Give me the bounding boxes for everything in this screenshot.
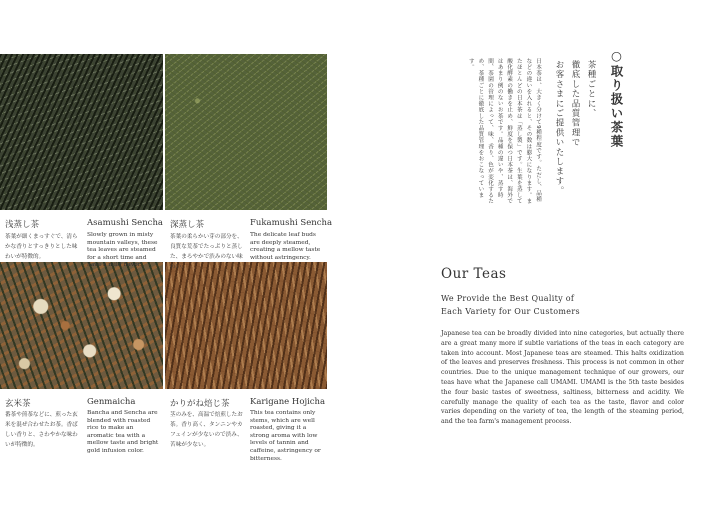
tea-jp-description: 茎のみを、高温で焙煎したお茶。香り高く、タンニンやカフェインが少ないので渋み、苦味が少ない。 [170, 412, 243, 448]
jp-lead-line-2: 徹底した品質管理で [570, 60, 580, 148]
fukamushi-sencha-photo [165, 54, 327, 210]
tea-en-name: Karigane Hojicha [250, 397, 326, 407]
jp-lead-line-1: 茶種ごとに、 [586, 60, 596, 119]
tea-en-description: This tea contains only stems, which are well roasted, giving it a strong aroma with low levels of tannin and caffeine, astringency or bitterness. [250, 410, 321, 462]
tea-jp-description: 茶葉の柔らかい芽の部分を、良質な荒茶でたっぷりと蒸した、まろやかで渋みのない味わい。 [170, 234, 243, 270]
tea-en-name: Fukamushi Sencha [250, 218, 333, 228]
section-heading: Our Teas [441, 266, 507, 282]
section-body: Japanese tea can be broadly divided into nine categories, but actually there are a great many more if subtle variations of the teas in each category are taken into account. Most Japanese teas are steamed. This halts oxidization of the leaves and preserves freshness. This process is not common in other countries. Due to the unique management technique of our growers, our teas have what the Japanese call UMAMI. UMAMI is the 5th taste besides the four basic tastes of sweetness, saltiness, bitterness and acidity. We carefully manage the quality of each tea as the taste, flavor and color varies depending on the variety of tea, the length of the steaming period, and the tea farm's management process. [441, 330, 684, 426]
asamushi-sencha-photo [0, 54, 163, 210]
tea-jp-name: 浅蒸し茶 [5, 220, 40, 230]
subtitle-line-2: Each Variety for Our Customers [441, 307, 580, 316]
tea-en-name: Asamushi Sencha [87, 218, 163, 228]
tea-jp-description: 番茶や煎茶などに、煎った玄米を混ぜ合わせたお茶。香ばしい香りと、さわやかな味わいが特徴的。 [5, 412, 78, 448]
section-subtitle [441, 292, 580, 318]
genmaicha-photo [0, 262, 163, 389]
tea-jp-name: かりがね焙じ茶 [170, 399, 230, 409]
tea-en-description: Slowly grown in misty mountain valleys, these tea leaves are steamed for a short time and have a mild flavor. [87, 232, 158, 269]
tea-en-name: Genmaicha [87, 397, 136, 407]
jp-section-body: 日本茶は、大きく分けて9種程度です。ただし、品種などの違いを入れると、その数は膨大になります。またほとんどの日本茶は「蒸し製」です。生葉を蒸して酸化酵素の働きを止め、鮮度を保つ日本茶は、海外ではあまり例のないお茶です。品種の違いや、蒸す時間、茶園の管理によって、味、香り、色が変化するため、茶種ごとに徹底した品質管理をおこなっています。 [467, 58, 541, 205]
tea-jp-name: 玄米茶 [5, 399, 31, 409]
subtitle-line-1: We Provide the Best Quality of [441, 294, 575, 303]
jp-lead-line-3: お客さまにご提供いたします。 [554, 60, 564, 196]
karigane-hojicha-photo [165, 262, 327, 389]
tea-en-description: Bancha and Sencha are blended with roasted rice to make an aromatic tea with a mellow taste and bright gold infusion color. [87, 410, 159, 454]
tea-jp-name: 深蒸し茶 [170, 220, 205, 230]
tea-en-description: The delicate leaf buds are deeply steamed, creating a mellow taste without astringency. [250, 232, 321, 261]
tea-jp-description: 茶葉が細くまっすぐで、清らかな香りとすっきりとした味わいが特徴的。 [5, 234, 78, 260]
jp-section-title: ○取り扱い茶葉 [609, 48, 624, 149]
